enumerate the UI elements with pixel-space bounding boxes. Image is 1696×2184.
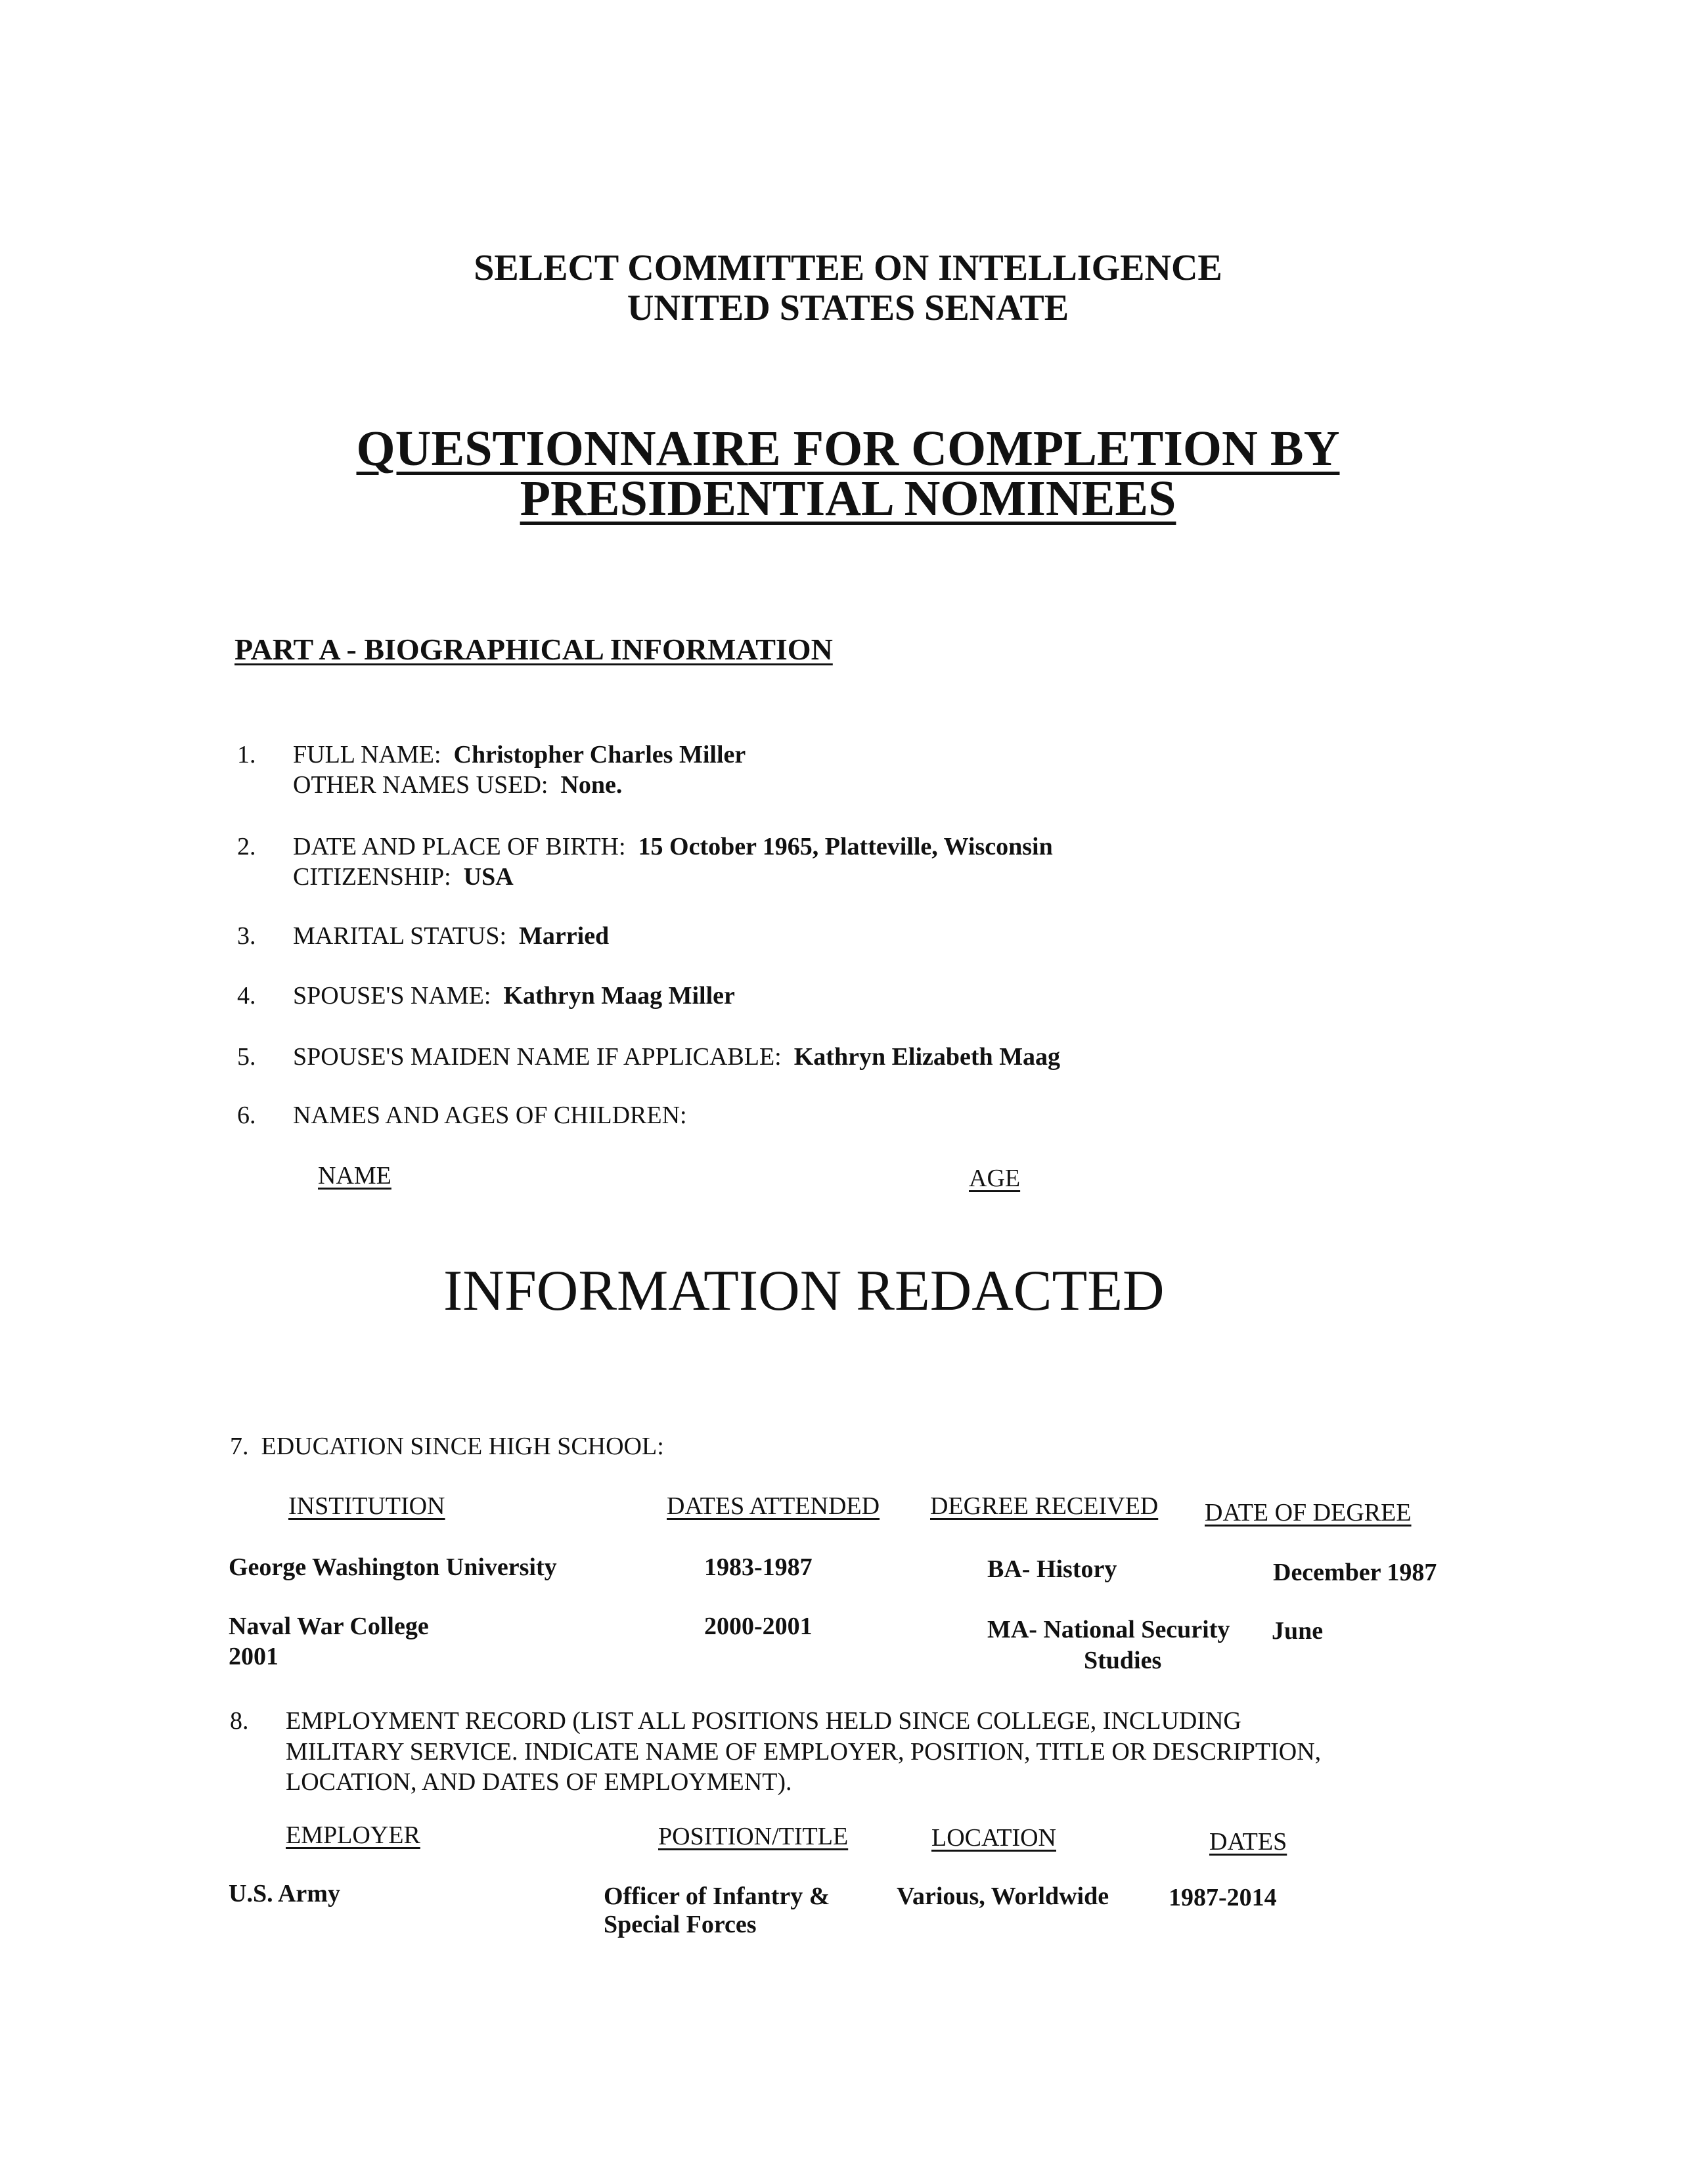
education-label: 7. EDUCATION SINCE HIGH SCHOOL: (230, 1433, 664, 1460)
education-date: June (1272, 1617, 1324, 1645)
spouse-maiden-name-value: Kathryn Elizabeth Maag (793, 1043, 1061, 1071)
education-header-institution: INSTITUTION (288, 1492, 445, 1520)
marital-status-value: Married (519, 922, 610, 950)
field-label: FULL NAME: (293, 741, 441, 769)
employment-instructions: MILITARY SERVICE. INDICATE NAME OF EMPLOYER, POSITION, TITLE OR DESCRIPTION, (286, 1738, 1322, 1766)
spouse-name-field (293, 983, 735, 1008)
field-label: DATE AND PLACE OF BIRTH: (293, 833, 626, 860)
education-institution-year: 2001 (229, 1643, 279, 1670)
other-names-value: None. (560, 771, 623, 799)
employment-header-employer: EMPLOYER (286, 1821, 420, 1849)
children-name-header: NAME (318, 1162, 391, 1190)
citizenship-field (293, 864, 514, 889)
committee-name: SELECT COMMITTEE ON INTELLIGENCE (474, 248, 1222, 288)
education-institution: Naval War College (229, 1613, 429, 1640)
employment-header-dates: DATES (1209, 1828, 1287, 1856)
employment-dates: 1987-2014 (1169, 1884, 1277, 1911)
item-number: 2. (237, 833, 256, 860)
item-number: 5. (237, 1043, 256, 1071)
education-degree-cont: Studies (1084, 1647, 1162, 1674)
education-dates: 1983-1987 (704, 1553, 813, 1581)
other-names-field (293, 772, 622, 797)
employment-position: Officer of Infantry & (604, 1883, 830, 1910)
field-label: SPOUSE'S MAIDEN NAME IF APPLICABLE: (293, 1043, 782, 1071)
education-degree: MA- National Security (987, 1616, 1230, 1643)
birth-value: 15 October 1965, Platteville, Wisconsin (638, 833, 1053, 860)
employment-position-cont: Special Forces (604, 1911, 757, 1938)
employment-instructions: EMPLOYMENT RECORD (LIST ALL POSITIONS HELD SINCE COLLEGE, INCLUDING (286, 1707, 1241, 1735)
field-label: SPOUSE'S NAME: (293, 982, 491, 1010)
field-label: MARITAL STATUS: (293, 922, 507, 950)
education-degree: BA- History (987, 1555, 1117, 1583)
employment-header-position: POSITION/TITLE (658, 1823, 849, 1850)
field-label: OTHER NAMES USED: (293, 771, 548, 799)
citizenship-value: USA (463, 863, 514, 891)
senate-name: UNITED STATES SENATE (627, 288, 1069, 328)
document-title-line1: QUESTIONNAIRE FOR COMPLETION BY (356, 421, 1340, 476)
field-label: CITIZENSHIP: (293, 863, 451, 891)
item-number: 7. (230, 1433, 249, 1460)
marital-status-field (293, 924, 609, 948)
education-institution: George Washington University (229, 1553, 557, 1581)
part-a-heading: PART A - BIOGRAPHICAL INFORMATION (234, 633, 833, 666)
employment-header-location: LOCATION (931, 1824, 1056, 1852)
item-number: 3. (237, 922, 256, 950)
education-header-degree: DEGREE RECEIVED (930, 1492, 1159, 1520)
document-title-line2: PRESIDENTIAL NOMINEES (520, 471, 1176, 526)
employment-employer: U.S. Army (229, 1880, 340, 1907)
item-number: 4. (237, 982, 256, 1010)
spouse-maiden-name-field (293, 1044, 1060, 1069)
full-name-value: Christopher Charles Miller (453, 741, 746, 769)
employment-instructions: LOCATION, AND DATES OF EMPLOYMENT). (286, 1768, 792, 1796)
spouse-name-value: Kathryn Maag Miller (503, 982, 735, 1010)
birth-field (293, 834, 1053, 859)
education-date: December 1987 (1273, 1559, 1437, 1586)
full-name-field (293, 742, 746, 767)
education-header-dates: DATES ATTENDED (667, 1492, 880, 1520)
employment-location: Various, Worldwide (897, 1883, 1109, 1910)
redaction-notice: INFORMATION REDACTED (443, 1259, 1165, 1323)
item-number: 6. (237, 1102, 256, 1129)
children-age-header: AGE (969, 1165, 1021, 1192)
education-header-date-of-degree: DATE OF DEGREE (1205, 1499, 1412, 1527)
item-number: 8. (230, 1707, 249, 1735)
children-label: NAMES AND AGES OF CHILDREN: (293, 1102, 687, 1129)
education-dates: 2000-2001 (704, 1613, 813, 1640)
item-number: 1. (237, 741, 256, 769)
